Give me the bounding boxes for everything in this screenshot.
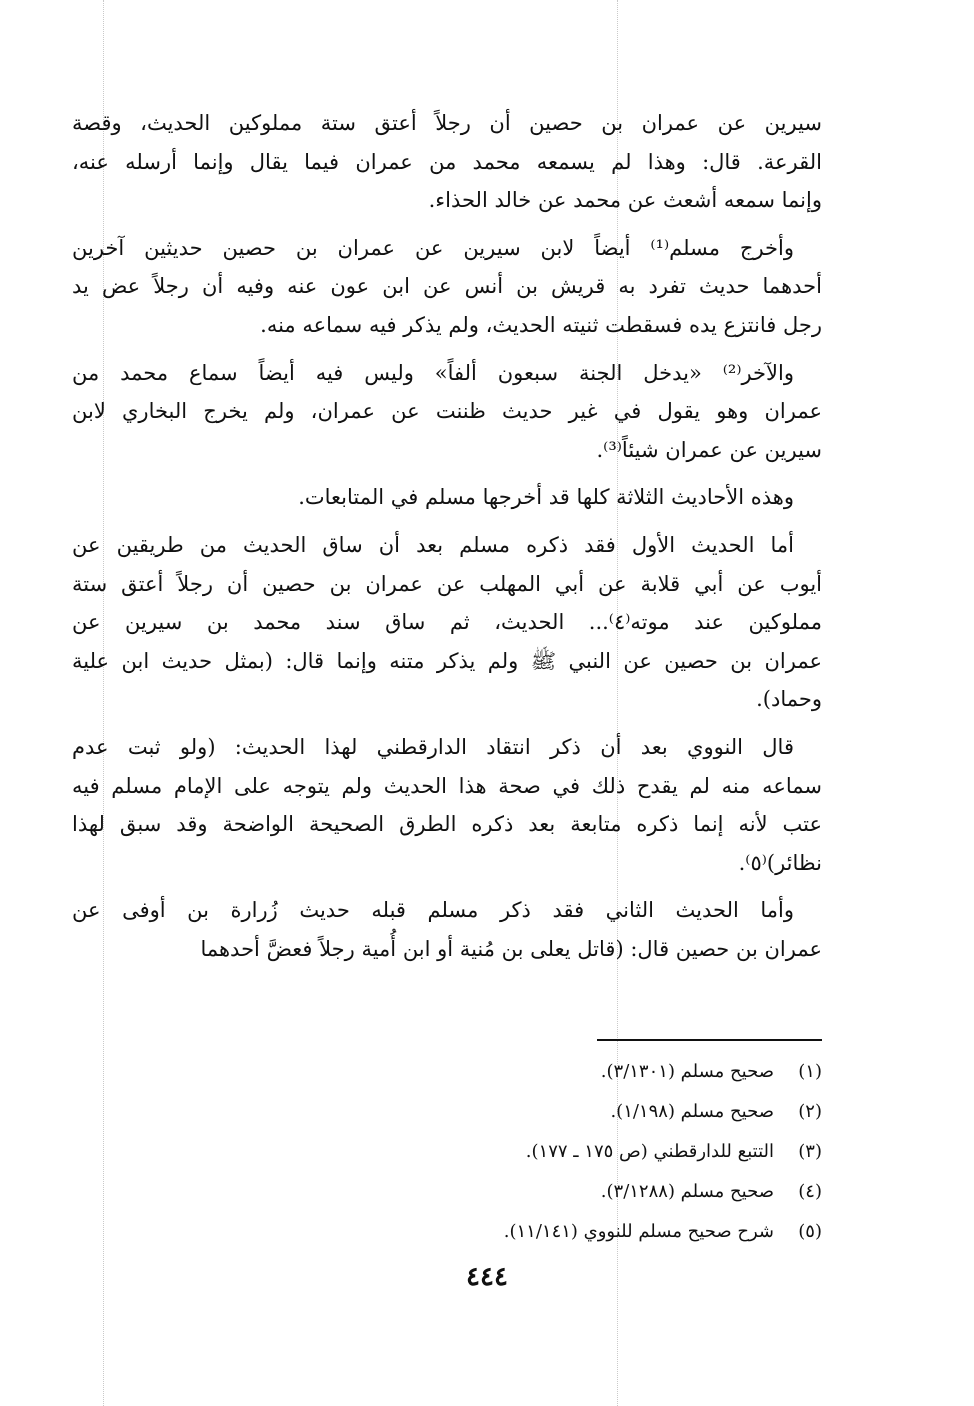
text-line: سماعه منه لم يقدح ذلك في صحة هذا الحديث ولم يتوجه على الإمام مسلم فيه [72, 773, 822, 798]
paragraph [72, 728, 822, 882]
footnote-number: (٥) [798, 1221, 822, 1242]
text-line: سيرين عن عمران شيئاً⁽³⁾. [596, 437, 822, 462]
footnote [504, 1212, 822, 1252]
text-line: مملوكين عند موته⁽٤⁾... الحديث، ثم ساق سند محمد بن سيرين عن [72, 610, 823, 635]
footnote [504, 1172, 822, 1212]
footnote-text: شرح صحيح مسلم للنووي (١١/١٤١). [503, 1221, 774, 1242]
footnote-number: (١) [798, 1061, 822, 1082]
footnote-separator [597, 1039, 822, 1041]
text-line: قال النووي بعد أن ذكر انتقاد الدارقطني لهذا الحديث: (ولو ثبت عدم [72, 734, 794, 759]
text-line: وحماد). [756, 687, 822, 712]
paragraph [72, 526, 822, 719]
footnote-text: التتبع للدارقطني (ص ١٧٥ ـ ١٧٧). [525, 1141, 774, 1162]
text-line: رجل فانتزع يده فسقطت ثنيته الحديث، ولم يذكر فيه سماعه منه. [260, 312, 822, 337]
text-line: أيوب عن أبي قلابة عن أبي المهلب عن عمران بن حصين أن رجلاً أعتق ستة [72, 571, 822, 596]
text-line: وأخرج مسلم⁽¹⁾ أيضاً لابن سيرين عن عمران بن حصين حديثين آخرين [72, 235, 794, 260]
footnote-text: صحيح مسلم (٣/١٢٨٨). [600, 1181, 774, 1202]
footnote [504, 1052, 822, 1092]
text-line: سيرين عن عمران بن حصين أن رجلاً أعتق ستة مملوكين الحديث، وقصة [72, 111, 822, 135]
footnote-number: (٣) [798, 1141, 822, 1162]
footnote [504, 1132, 822, 1172]
footnote-number: (٢) [798, 1101, 822, 1122]
text-line: عمران بن حصين عن النبي ﷺ ولم يذكر متنه وإنما قال: (بمثل حديث ابن علية [72, 648, 822, 673]
paragraph [72, 229, 822, 345]
paragraph [72, 354, 822, 470]
text-line: القرعة. قال: وهذا لم يسمعه محمد من عمران فيما يقال وإنما أرسله عنه، [72, 149, 822, 174]
text-line: أما الحديث الأول فقد ذكره مسلم بعد أن ساق الحديث من طريقين عن [72, 532, 794, 557]
footnote-text: صحيح مسلم (١/١٩٨). [610, 1101, 774, 1122]
footnote [504, 1092, 822, 1132]
text-line: نظائر)⁽٥⁾. [738, 850, 822, 875]
paragraph [72, 478, 822, 517]
text-line: وإنما سمعه أشعث عن محمد عن خالد الحذاء. [428, 188, 822, 213]
text-line: وهذه الأحاديث الثلاثة كلها قد أخرجها مسلم في المتابعات. [298, 485, 794, 510]
text-line: وأما الحديث الثاني فقد ذكر مسلم قبله حديث زُرارة بن أوفى عن [72, 898, 794, 923]
footnote-number: (٤) [798, 1181, 822, 1202]
text-line: عمران وهو يقول في غير حديث ظننت عن عمران، ولم يخرج البخاري لابن [72, 399, 822, 424]
main-text [72, 104, 822, 977]
paragraph [72, 104, 822, 220]
footnotes [504, 1052, 822, 1252]
paragraph [72, 891, 822, 968]
text-line: والآخر⁽²⁾ «يدخل الجنة سبعون ألفاً» وليس فيه أيضاً سماع محمد من [72, 360, 794, 385]
page-number: ٤٤٤ [466, 1262, 508, 1292]
text-line: عمران بن حصين قال: (قاتل يعلى بن مُنية أو ابن أُمية رجلاً فعضَّ أحدهما [200, 936, 822, 961]
text-line: أحدهما حديث تفرد به قريش بن أنس عن ابن عون عنه وفيه أن رجلاً عض يد [72, 274, 822, 299]
text-line: عتب لأنه إنما ذكره متابعة بعد ذكره الطرق الصحيحة الواضحة وقد سبق لهذا [72, 812, 822, 837]
footnote-text: صحيح مسلم (٣/١٣٠١). [600, 1061, 774, 1082]
